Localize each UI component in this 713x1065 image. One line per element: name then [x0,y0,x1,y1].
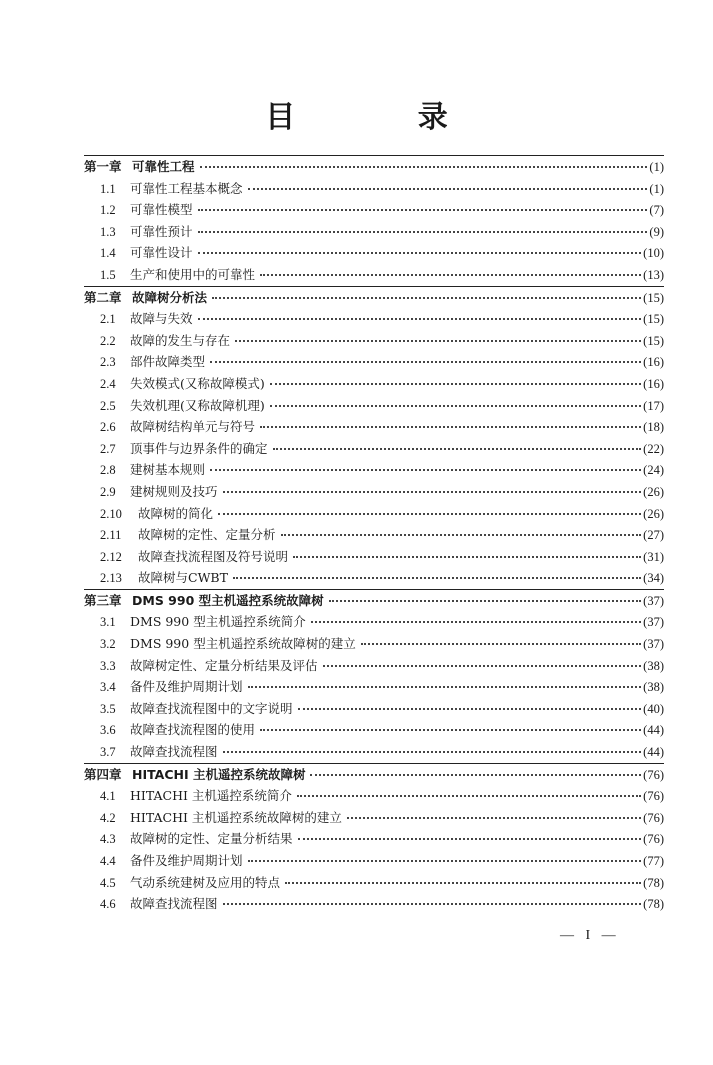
dot-leader [223,479,642,493]
dot-leader [248,848,642,862]
dot-leader [198,306,642,320]
dot-leader [248,674,642,688]
page-reference: (18) [643,420,664,435]
dot-leader [210,457,641,471]
dot-leader [270,393,641,407]
toc-chapter-entry[interactable] [84,589,664,612]
toc-section-entry[interactable] [84,633,664,655]
dot-leader [223,739,642,753]
dot-leader [311,609,641,623]
page-reference: (13) [643,267,664,282]
page-reference: (76) [643,767,664,782]
dot-leader [260,717,641,731]
page-reference: (77) [643,854,664,868]
page-reference: (17) [643,398,664,413]
section-title: 故障树结构单元与符号 [130,419,256,435]
page-reference: (37) [643,615,664,630]
page-reference: (34) [643,571,664,586]
dot-leader [260,262,641,276]
page-reference: (37) [643,637,664,652]
section-number: 2.13 [100,571,122,586]
page-reference: (24) [643,463,664,478]
section-title: 建树基本规则 [130,462,206,478]
section-title: 故障查找流程图 [130,744,218,760]
section-title: 故障查找流程图 [130,896,218,912]
section-title: 故障查找流程图及符号说明 [138,548,289,564]
toc-section-entry[interactable] [84,698,664,720]
page-reference: (76) [643,810,664,825]
section-number: 4.4 [100,854,116,868]
toc-section-entry[interactable] [84,850,664,872]
section-number: 2.11 [100,528,122,543]
dot-leader [310,762,641,776]
section-title: 故障与失效 [130,311,193,327]
dot-leader [273,436,642,450]
section-number: 3.1 [100,615,116,630]
chapter-title: DMS 990 型主机遥控系统故障树 [132,592,324,608]
toc-section-entry[interactable] [84,567,664,589]
page-reference: (1) [649,160,664,174]
toc-section-entry[interactable] [84,351,664,373]
section-title: 故障的发生与存在 [130,332,231,348]
section-number: 3.3 [100,658,116,673]
section-title: 可靠性预计 [130,223,193,239]
toc-section-entry[interactable] [84,872,664,894]
section-title: 可靠性模型 [130,202,193,218]
section-title: 失效机理(又称故障机理) [130,397,265,413]
dot-leader [323,653,642,667]
page-reference: (31) [643,549,664,564]
page-reference: (9) [649,224,664,239]
chapter-title: HITACHI 主机遥控系统故障树 [132,766,306,782]
section-number: 2.7 [100,441,116,456]
dot-leader [347,805,641,819]
page-title: 目 录 [265,100,504,135]
page-number: — I — [560,928,620,943]
dot-leader [293,544,641,558]
section-number: 4.1 [100,789,116,804]
dot-leader [233,565,641,579]
toc-section-entry[interactable] [84,221,664,243]
section-title: 可靠性工程基本概念 [130,180,243,196]
section-number: 1.3 [100,224,116,239]
section-title: 顶事件与边界条件的确定 [130,440,268,456]
section-title: DMS 990 型主机遥控系统故障树的建立 [130,636,356,652]
dot-leader [298,696,642,710]
dot-leader [218,501,641,515]
page-reference: (15) [643,333,664,348]
page-reference: (40) [643,701,664,716]
section-number: 4.6 [100,897,116,912]
page-reference: (76) [643,789,664,804]
toc-section-entry[interactable] [84,655,664,677]
dot-leader [285,870,641,884]
section-number: 2.1 [100,312,116,327]
section-title: 故障树的简化 [138,505,214,521]
toc-chapter-entry[interactable] [84,763,664,786]
table-of-contents [84,155,664,915]
toc-section-entry[interactable] [84,373,664,395]
page-reference: (38) [643,658,664,673]
toc-section-entry[interactable] [84,199,664,221]
section-number: 4.2 [100,810,116,825]
toc-section-entry[interactable] [84,828,664,850]
section-title: 故障树与CWBT [138,570,228,586]
toc-section-entry[interactable] [84,719,664,741]
page-reference: (27) [643,528,664,543]
section-title: 部件故障类型 [130,354,206,370]
chapter-number: 第四章 [84,766,122,782]
dot-leader [260,414,641,428]
section-number: 2.6 [100,420,116,435]
section-number: 4.3 [100,832,116,847]
section-title: 故障查找流程图中的文字说明 [130,700,293,716]
toc-section-entry[interactable] [84,459,664,481]
toc-chapter-entry[interactable] [84,156,664,178]
page-reference: (78) [643,875,664,890]
toc-section-entry[interactable] [84,893,664,915]
toc-section-entry[interactable] [84,438,664,460]
page-reference: (7) [649,203,664,218]
section-number: 2.8 [100,463,116,478]
dot-leader [198,240,642,254]
chapter-title: 故障树分析法 [132,289,208,305]
section-number: 3.5 [100,701,116,716]
dot-leader [298,826,642,840]
dot-leader [212,285,641,299]
section-number: 2.5 [100,398,116,413]
dot-leader [210,349,641,363]
toc-section-entry[interactable] [84,481,664,503]
section-title: 故障树的定性、定量分析 [138,527,276,543]
dot-leader [248,176,648,190]
toc-chapter-entry[interactable] [84,286,664,309]
dot-leader [281,522,642,536]
toc-section-entry[interactable] [84,242,664,264]
section-number: 4.5 [100,875,116,890]
dot-leader [329,588,642,602]
toc-section-entry[interactable] [84,611,664,633]
section-title: 建树规则及技巧 [130,483,218,499]
section-title: 失效模式(又称故障模式) [130,375,265,391]
dot-leader [297,783,641,797]
dot-leader [223,891,642,905]
section-number: 3.6 [100,723,116,738]
section-title: 可靠性设计 [130,245,193,261]
dot-leader [270,371,641,385]
section-title: HITACHI 主机遥控系统简介 [130,788,292,804]
section-number: 3.4 [100,680,116,695]
page-reference: (44) [643,745,664,760]
page-reference: (10) [643,246,664,261]
section-title: 故障树定性、定量分析结果及评估 [130,657,318,673]
page-reference: (37) [643,593,664,608]
toc-section-entry[interactable] [84,785,664,807]
section-title: HITACHI 主机遥控系统故障树的建立 [130,809,342,825]
section-number: 2.12 [100,549,122,564]
page-reference: (78) [643,897,664,912]
dot-leader [198,197,648,211]
section-title: 故障查找流程图的使用 [130,722,256,738]
chapter-number: 第三章 [84,592,122,608]
page-reference: (44) [643,723,664,738]
toc-section-entry[interactable] [84,308,664,330]
toc-section-entry[interactable] [84,330,664,352]
page-reference: (26) [643,506,664,521]
chapter-number: 第二章 [84,289,122,305]
toc-section-entry[interactable] [84,676,664,698]
page-reference: (38) [643,680,664,695]
toc-section-entry[interactable] [84,264,664,286]
section-title: 故障树的定性、定量分析结果 [130,831,293,847]
page-reference: (15) [643,312,664,327]
section-number: 2.2 [100,333,116,348]
section-number: 2.9 [100,484,116,499]
page-reference: (76) [643,832,664,847]
page-reference: (15) [643,290,664,305]
dot-leader [235,328,641,342]
chapter-title: 可靠性工程 [132,159,195,174]
section-number: 3.7 [100,745,116,760]
page-reference: (1) [649,181,664,196]
toc-section-entry[interactable] [84,546,664,568]
toc-section-entry[interactable] [84,178,664,200]
section-number: 2.4 [100,376,116,391]
section-title: DMS 990 型主机遥控系统简介 [130,614,306,630]
toc-section-entry[interactable] [84,416,664,438]
toc-section-entry[interactable] [84,807,664,829]
section-title: 备件及维护周期计划 [130,853,243,868]
section-number: 3.2 [100,637,116,652]
section-number: 1.2 [100,203,116,218]
dot-leader [361,631,641,645]
section-number: 1.4 [100,246,116,261]
section-number: 2.10 [100,506,122,521]
page-reference: (26) [643,484,664,499]
section-number: 2.3 [100,355,116,370]
page-reference: (16) [643,355,664,370]
dot-leader [200,154,648,168]
section-number: 1.1 [100,181,116,196]
toc-section-entry[interactable] [84,395,664,417]
section-number: 1.5 [100,267,116,282]
dot-leader [198,219,648,233]
section-title: 气动系统建树及应用的特点 [130,874,281,890]
section-title: 生产和使用中的可靠性 [130,266,256,282]
section-title: 备件及维护周期计划 [130,679,243,695]
toc-section-entry[interactable] [84,503,664,525]
toc-section-entry[interactable] [84,741,664,763]
toc-section-entry[interactable] [84,524,664,546]
page-reference: (22) [643,441,664,456]
page-reference: (16) [643,376,664,391]
chapter-number: 第一章 [84,159,122,174]
